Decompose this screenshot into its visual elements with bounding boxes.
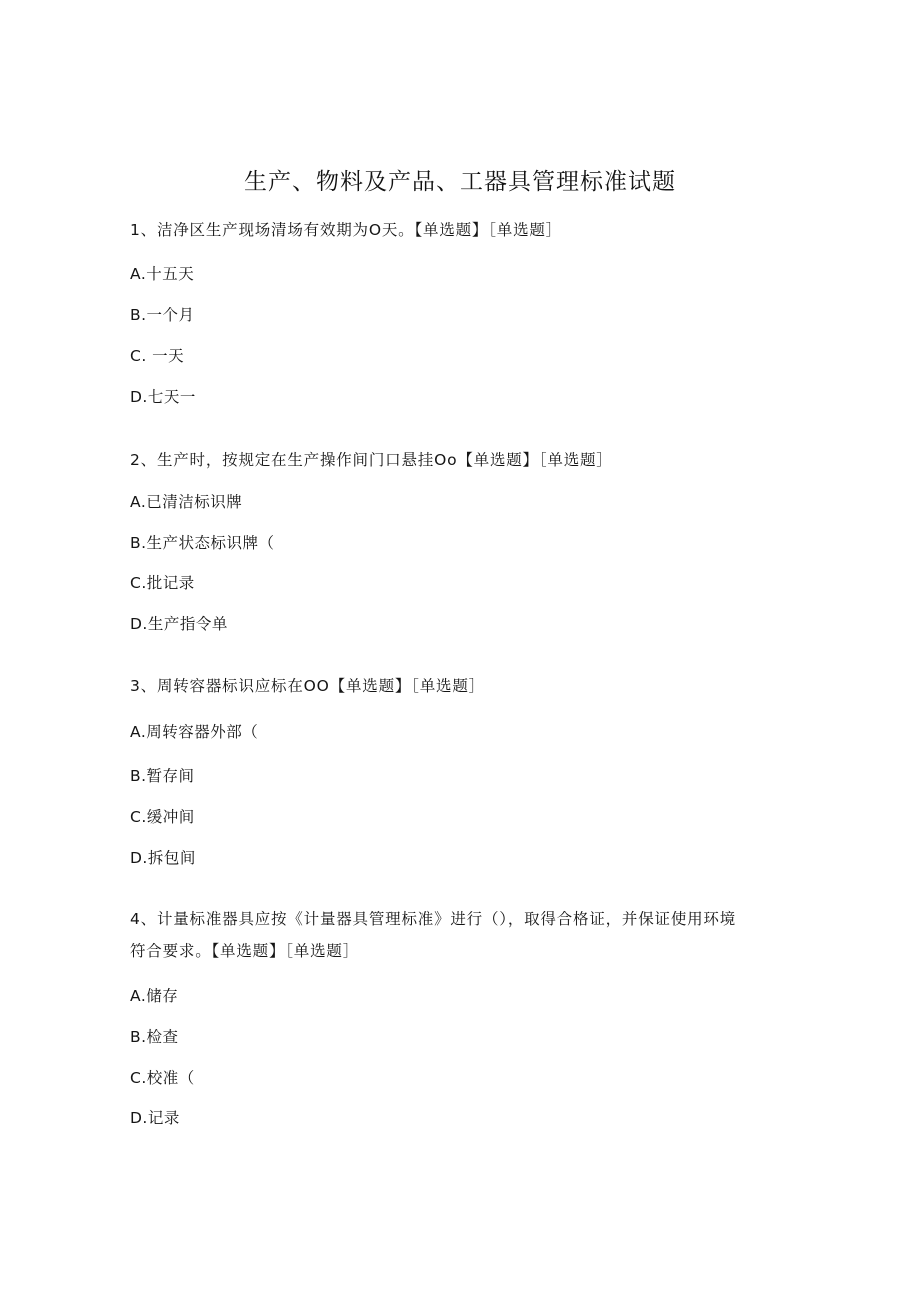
question-1-option-c: C. 一天 [130, 347, 185, 365]
question-3-option-a: A.周转容器外部（ [130, 723, 259, 741]
question-2-option-b: B.生产状态标识牌（ [130, 534, 275, 552]
question-2-text: 2、生产时，按规定在生产操作间门口悬挂Oo【单选题】［单选题］ [130, 451, 613, 469]
question-4-option-d: D.记录 [130, 1109, 180, 1127]
question-4-option-a: A.储存 [130, 987, 179, 1005]
question-3-option-c: C.缓冲间 [130, 808, 195, 826]
question-4-option-c: C.校准（ [130, 1069, 195, 1087]
question-1-option-d: D.七天一 [130, 388, 196, 406]
question-3-text: 3、周转容器标识应标在OO【单选题】［单选题］ [130, 677, 485, 695]
question-4-option-b: B.检查 [130, 1028, 179, 1046]
question-3-option-d: D.拆包间 [130, 849, 196, 867]
question-2-option-c: C.批记录 [130, 574, 195, 592]
question-1-text: 1、洁净区生产现场清场有效期为O天。【单选题】［单选题］ [130, 221, 562, 239]
question-4-text-line-2: 符合要求。【单选题】［单选题］ [130, 942, 360, 960]
question-3-option-b: B.暂存间 [130, 767, 195, 785]
question-1-option-a: A.十五天 [130, 265, 195, 283]
question-4-text-line-1: 4、计量标准器具应按《计量器具管理标准》进行（），取得合格证，并保证使用环境 [130, 910, 737, 928]
document-title: 生产、物料及产品、工器具管理标准试题 [244, 169, 676, 195]
question-2-option-a: A.已清洁标识牌 [130, 493, 243, 511]
question-1-option-b: B.一个月 [130, 306, 195, 324]
question-2-option-d: D.生产指令单 [130, 615, 228, 633]
